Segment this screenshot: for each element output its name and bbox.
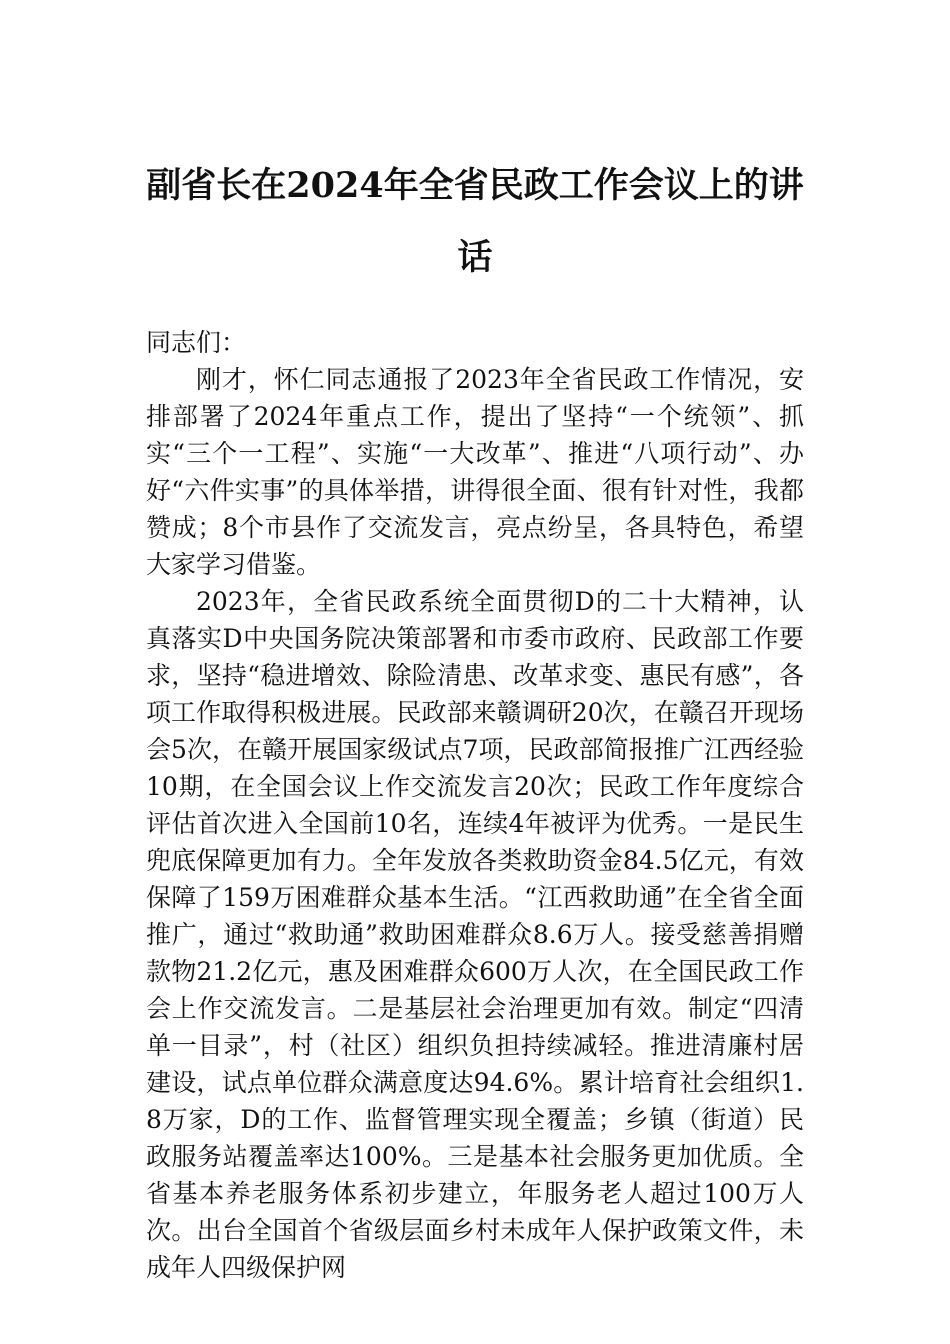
paragraph-1: 刚才，怀仁同志通报了2023年全省民政工作情况，安排部署了2024年重点工作，提出了坚持“一个统领”、抓实“三个一工程”、实施“一大改革”、推进“八项行动”、办好“六件实事”的具体举措，讲得很全面、很有针对性，我都赞成；8个市县作了交流发言，亮点纷呈，各具特色，希望大家学习借鉴。	[146, 365, 804, 579]
document-title: 副省长在2024年全省民政工作会议上的讲话	[146, 165, 804, 278]
salutation: 同志们：	[146, 328, 247, 357]
document-body	[146, 324, 804, 1286]
paragraph-2: 2023年，全省民政系统全面贯彻D的二十大精神，认真落实D中央国务院决策部署和市委市政府、民政部工作要求，坚持“稳进增效、除险清患、改革求变、惠民有感”，各项工作取得积极进展。民政部来赣调研20次，在赣召开现场会5次，在赣开展国家级试点7项，民政部简报推广江西经验10期，在全国会议上作交流发言20次；民政工作年度综合评估首次进入全国前10名，连续4年被评为优秀。一是民生兜底保障更加有力。全年发放各类救助资金84.5亿元，有效保障了159万困难群众基本生活。“江西救助通”在全省全面推广，通过“救助通”救助困难群众8.6万人。接受慈善捐赠款物21.2亿元，惠及困难群众600万人次，在全国民政工作会上作交流发言。二是基层社会治理更加有效。制定“四清单一目录”，村（社区）组织负担持续减轻。推进清廉村居建设，试点单位群众满意度达94.6%。累计培育社会组织1.8万家，D的工作、监督管理实现全覆盖；乡镇（街道）民政服务站覆盖率达100%。三是基本社会服务更加优质。全省基本养老服务体系初步建立，年服务老人超过100万人次。出台全国首个省级层面乡村未成年人保护政策文件，未成年人四级保护网	[146, 587, 804, 1282]
